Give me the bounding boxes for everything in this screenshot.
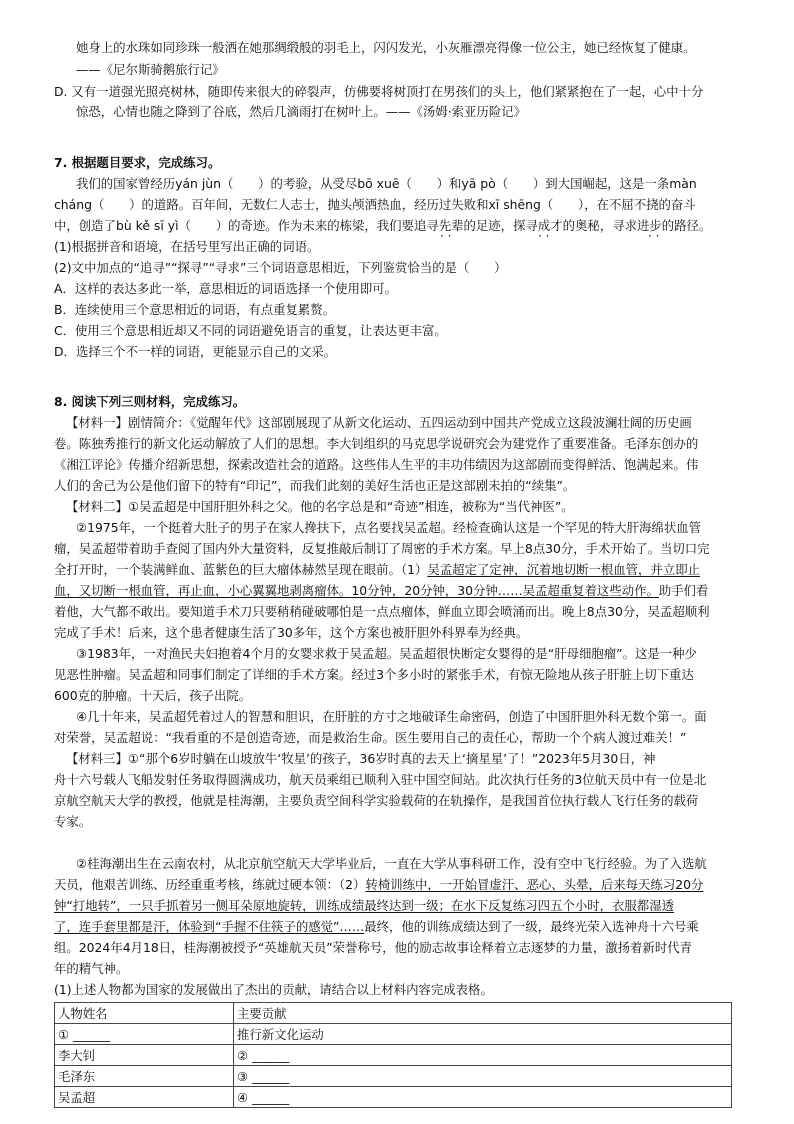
table-header-row xyxy=(55,1003,732,1024)
material3-line6: 天员，他艰苦训练、历经重重考核，练就过硬本领：（2）转椅训练中，一开始冒虚汗、恶心、头晕，后来每天练习20分 xyxy=(54,877,704,892)
table-header-cell: 主要贡献 xyxy=(234,1003,732,1024)
table-row xyxy=(55,1024,732,1045)
material2-line9: 见恶性肿瘤。吴孟超和同事们制定了详细的手术方案。经过3个多小时的紧张手术，有惊无险地从孩子肝脏上切下重达 xyxy=(54,667,694,682)
table-row xyxy=(55,1066,732,1087)
material3-line8: 了，连手套里都是汗，体验到“手握不住筷子的感觉”……最终，他的训练成绩达到了一级，最终光荣入选神舟十六号乘 xyxy=(54,919,699,934)
material3-line4: 专家。 xyxy=(54,814,92,829)
option-c-text: 她身上的水珠如同珍珠一般洒在她那绸缎般的羽毛上，闪闪发光，小灰雁漂亮得像一位公主，她已经恢复了健康。 xyxy=(76,40,696,55)
answer-table xyxy=(54,1002,732,1108)
option-c-source: ——《尼尔斯骑鹅旅行记》 xyxy=(76,62,225,77)
table-cell-name: 毛泽东 xyxy=(55,1066,234,1087)
option-d-line2: 惊恐，心情也随之降到了谷底，然后几滴雨打在树叶上。——《汤姆·索亚历险记》 xyxy=(76,104,527,119)
q7-question2: (2)文中加点的“追寻”“探寻”“寻求”三个词语意思相近，下列鉴赏恰当的是（ ） xyxy=(54,260,507,275)
emphasis-dots: · · xyxy=(648,229,660,243)
q7-passage-line3: 中，创造了bù kě sī yì（ ）的奇迹。作为未来的栋梁，我们要追寻先辈的足迹，探寻成才的奥秘，寻求进步的路径。 xyxy=(54,218,712,233)
material1-line4: 人们的舍己为公是他们留下的特有“印记”，而我们此刻的美好生活也正是这部剧未拍的“续集”。 xyxy=(54,478,576,493)
table-cell-contribution: 推行新文化运动 xyxy=(234,1024,732,1045)
table-header-cell: 人物姓名 xyxy=(55,1003,234,1024)
table-cell-name[interactable]: ① ______ xyxy=(55,1024,234,1045)
option-d-line1: D. 又有一道强光照亮树林，随即传来很大的碎裂声，仿佛要将树顶打在男孩们的头上，他们紧紧抱在了一起，心中十分 xyxy=(54,84,704,99)
material2-line2: ②1975年，一个挺着大肚子的男子在家人搀扶下，点名要找吴孟超。经检查确认这是一个罕见的特大肝海绵状血管 xyxy=(76,520,701,535)
q7-option-d: D．选择三个不一样的词语，更能显示自己的文采。 xyxy=(54,344,337,359)
material3-line10: 年的精气神。 xyxy=(54,961,129,976)
underlined-sentence-2-cont: 钟“打地转”，一只手抓着另一侧耳朵原地旋转，训练成绩最终达到一级；在水下反复练习四五个小时，衣服都湿透 xyxy=(54,898,674,913)
underlined-sentence-2-end: 了，连手套里都是汗，体验到“手握不住筷子的感觉”…… xyxy=(54,919,365,934)
dotted-word-zhuixun: 追寻 xyxy=(413,218,439,233)
material3-line1: 【材料三】①“那个6岁时躺在山坡放牛‘牧星’的孩子，36岁时真的去天上‘摘星星’了！”2023年5月30日，神 xyxy=(66,751,656,766)
underlined-sentence-1: 吴孟超定了定神，沉着地切断一根血管，并立即止 xyxy=(427,562,700,577)
material1-line1: 【材料一】剧情简介：《觉醒年代》这部剧展现了从新文化运动、五四运动到中国共产党成立这段波澜壮阔的历史画 xyxy=(66,415,692,430)
material3-line3: 京航空航天大学的教授，他就是桂海潮，主要负责空间科学实验载荷的在轨操作，是我国首位执行载人飞行任务的载荷 xyxy=(54,793,699,808)
q7-heading: 7. 根据题目要求，完成练习。 xyxy=(54,155,221,170)
table-row xyxy=(55,1045,732,1066)
material2-line6: 着他，大气都不敢出。要知道手术刀只要稍稍碰破哪怕是一点点瘤体，鲜血立即会喷涌而出。晚上8点30分，吴孟超顺利 xyxy=(54,604,710,619)
material2-line4: 全打开时，一个装满鲜血、蓝紫色的巨大瘤体赫然呈现在眼前。（1）吴孟超定了定神，沉着地切断一根血管，并立即止 xyxy=(54,562,700,577)
q8-heading: 8. 阅读下列三则材料，完成练习。 xyxy=(54,394,246,409)
table-cell-contribution[interactable]: ② ______ xyxy=(234,1045,732,1066)
emphasis-dots: · · xyxy=(440,229,452,243)
material2-line5: 血，又切断一根血管，再止血，小心翼翼地剥离瘤体。10分钟，20分钟，30分钟……吴孟超重复着这些动作。助手们看 xyxy=(54,583,709,598)
q7-option-c: C．使用三个意思相近却又不同的词语避免语言的重复，让表达更丰富。 xyxy=(54,323,447,338)
q7-option-b: B．连续使用三个意思相近的词语，有点重复累赘。 xyxy=(54,302,336,317)
material2-line8: ③1983年，一对渔民夫妇抱着4个月的女婴求救于吴孟超。吴孟超很快断定女婴得的是“肝母细胞瘤”。这是一种少 xyxy=(76,646,697,661)
material2-line10: 600克的肿瘤。十天后，孩子出院。 xyxy=(54,688,252,703)
table-cell-name: 吴孟超 xyxy=(55,1087,234,1108)
underlined-sentence-2: 转椅训练中，一开始冒虚汗、恶心、头晕，后来每天练习20分 xyxy=(365,877,704,892)
material1-line3: 《湘江评论》传播介绍新思想，探索改造社会的道路。这些伟人生平的丰功伟绩因为这部剧而变得鲜活、饱满起来。伟 xyxy=(54,457,699,472)
dotted-word-tanxun: 探寻 xyxy=(513,218,538,233)
emphasis-dots: · · xyxy=(538,229,550,243)
q8-question1: (1)上述人物都为国家的发展做出了杰出的贡献，请结合以上材料内容完成表格。 xyxy=(54,982,493,997)
material2-line11: ④几十年来，吴孟超凭着过人的智慧和胆识，在肝脏的方寸之地破译生命密码，创造了中国肝胆外科无数个第一。面 xyxy=(76,709,707,724)
material2-line7: 完成了手术！后来，这个患者健康生活了30多年，这个方案也被肝胆外科界奉为经典。 xyxy=(54,625,529,640)
q7-passage-line2: cháng（ ）的道路。百年间，无数仁人志士，抛头颅洒热血，经历过失败和xī shēng（ ），在不屈不挠的奋斗 xyxy=(54,197,696,212)
table-cell-name: 李大钊 xyxy=(55,1045,234,1066)
material3-line9: 组。2024年4月18日，桂海潮被授予“英雄航天员”荣誉称号，他的励志故事诠释着立志逐梦的力量，激扬着新时代青 xyxy=(54,940,692,955)
material2-line1: 【材料二】①吴孟超是中国肝胆外科之父。他的名字总是和“奇迹”相连，被称为“当代神医”。 xyxy=(66,499,574,514)
q7-passage-line1: 我们的国家曾经历yán jùn（ ）的考验，从受尽bō xuē（ ）和yā pò（ ）到大国崛起，这是一条màn xyxy=(76,176,697,191)
material3-line2: 舟十六号载人飞船发射任务取得圆满成功，航天员乘组已顺利入驻中国空间站。此次执行任务的3位航天员中有一位是北 xyxy=(54,772,707,787)
q7-question1: (1)根据拼音和语境，在括号里写出正确的词语。 xyxy=(54,239,320,254)
material3-line5: ②桂海潮出生在云南农村，从北京航空航天大学毕业后，一直在大学从事科研工作，没有空中飞行经验。为了入选航 xyxy=(76,856,707,871)
dotted-word-xunqiu: 寻求 xyxy=(612,218,637,233)
underlined-sentence-1-cont: 血，又切断一根血管，再止血，小心翼翼地剥离瘤体。10分钟，20分钟，30分钟……吴孟超重复着这些动作。 xyxy=(54,583,659,598)
material1-line2: 卷。陈独秀推行的新文化运动解放了人们的思想。李大钊组织的马克思学说研究会为建党作了重要准备。毛泽东创办的 xyxy=(54,436,699,451)
material2-line12: 对荣誉，吴孟超说：“我看重的不是创造奇迹，而是救治生命。医生要用自己的责任心，帮助一个个病人渡过难关！” xyxy=(54,730,687,745)
material3-line7 xyxy=(54,898,740,914)
material2-line3: 瘤，吴孟超带着助手查阅了国内外大量资料，反复推敲后制订了周密的手术方案。早上8点30分，手术开始了。当切口完 xyxy=(54,541,710,556)
table-row xyxy=(55,1087,732,1108)
q7-option-a: A．这样的表达多此一举，意思相近的词语选择一个使用即可。 xyxy=(54,281,398,296)
table-cell-contribution[interactable]: ③ ______ xyxy=(234,1066,732,1087)
table-cell-contribution[interactable]: ④ ______ xyxy=(234,1087,732,1108)
